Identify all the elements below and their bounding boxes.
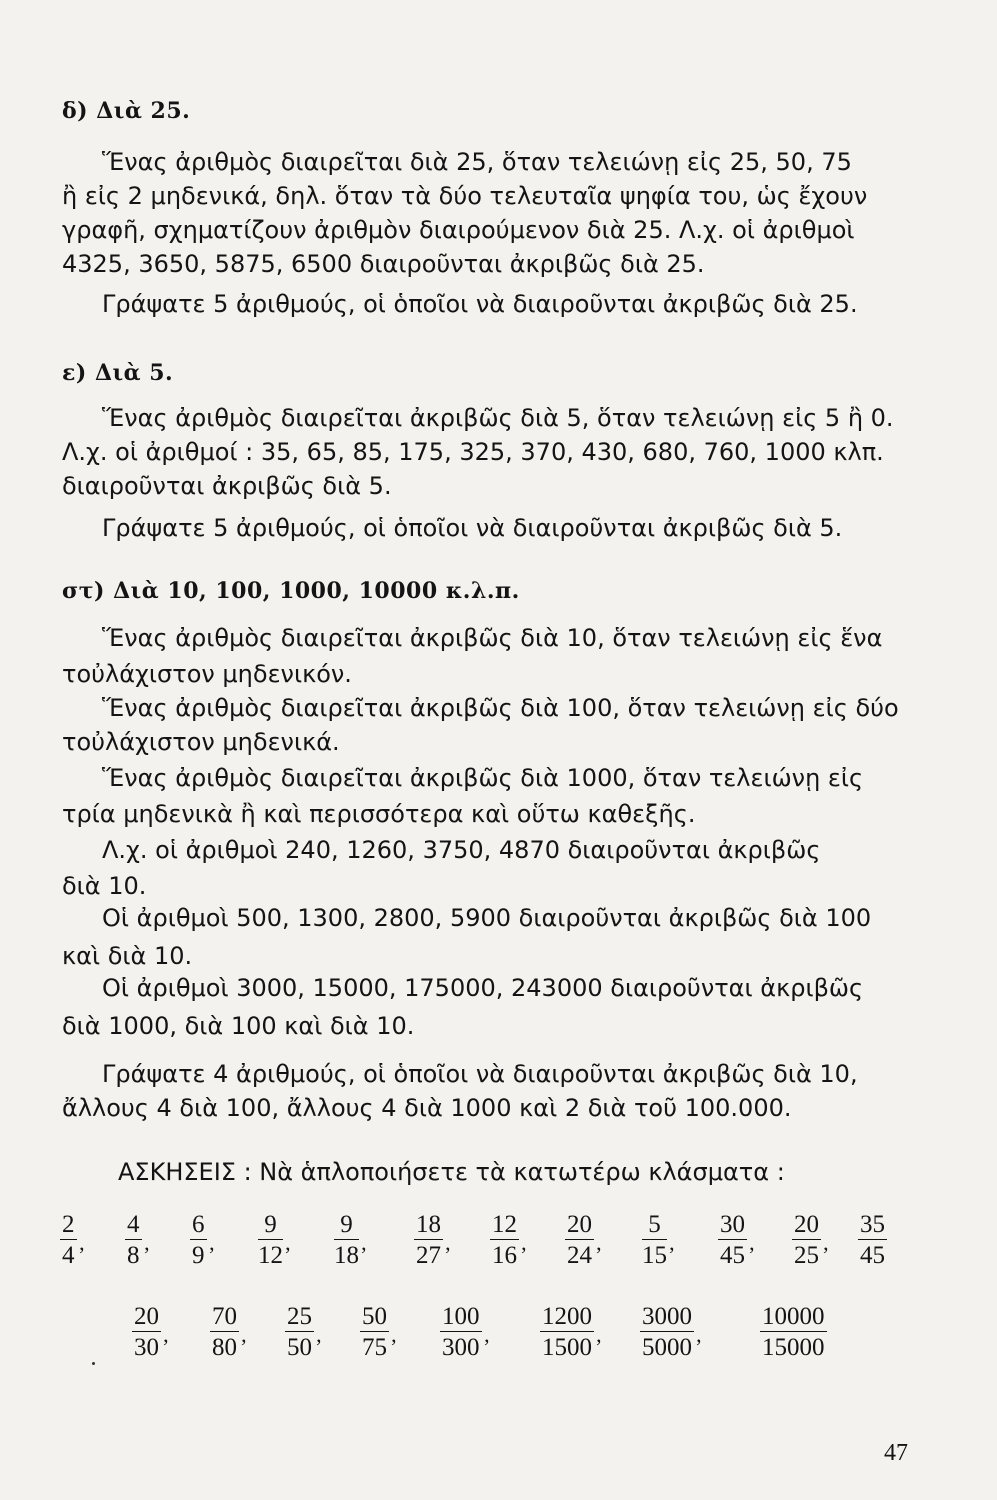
fraction-denominator: 80	[212, 1334, 237, 1361]
fraction-numerator: 4	[127, 1211, 140, 1238]
fraction-separator: ’	[315, 1334, 323, 1359]
fraction	[414, 1212, 443, 1268]
fraction	[490, 1212, 519, 1268]
fractions-row-1	[0, 1212, 997, 1302]
fraction-separator: ’	[748, 1242, 756, 1267]
section-st-line-9: Οἱ ἀριθμοὶ 500, 1300, 2800, 5900 διαιροῦνται ἀκριβῶς διὰ 100	[102, 904, 872, 932]
fraction	[642, 1212, 667, 1268]
fraction-separator: ’	[143, 1242, 151, 1267]
fraction-numerator: 25	[287, 1303, 312, 1330]
section-st-line-12: διὰ 1000, διὰ 100 καὶ διὰ 10.	[62, 1012, 415, 1040]
section-st-line-11: Οἱ ἀριθμοὶ 3000, 15000, 175000, 243000 διαιροῦνται ἀκριβῶς	[102, 974, 864, 1002]
fractions-row-2	[0, 1304, 997, 1394]
fraction-denominator: 50	[287, 1334, 312, 1361]
fraction-separator: ’	[444, 1242, 452, 1267]
fraction-separator: ’	[595, 1334, 603, 1359]
section-st-line-7: Λ.χ. οἱ ἀριθμοὶ 240, 1260, 3750, 4870 διαιροῦνται ἀκριβῶς	[102, 836, 821, 864]
fraction	[718, 1212, 747, 1268]
fraction	[210, 1304, 239, 1360]
section-st-line-10: καὶ διὰ 10.	[62, 942, 193, 970]
fraction	[132, 1304, 161, 1360]
fraction-denominator: 75	[362, 1334, 387, 1361]
section-st-line-5: Ἕνας ἀριθμὸς διαιρεῖται ἀκριβῶς διὰ 1000, ὅταν τελειώνῃ εἰς	[102, 764, 864, 792]
fraction	[440, 1304, 482, 1360]
section-st-line-14: ἄλλους 4 διὰ 100, ἄλλους 4 διὰ 1000 καὶ 2 διὰ τοῦ 100.000.	[62, 1094, 792, 1122]
fraction-separator: ’	[162, 1334, 170, 1359]
section-st-line-4: τοὐλάχιστον μηδενικά.	[62, 728, 340, 756]
section-st-heading: στ) Διὰ 10, 100, 1000, 10000 κ.λ.π.	[62, 578, 520, 604]
fraction-separator: ’	[483, 1334, 491, 1359]
fraction-numerator: 9	[334, 1212, 359, 1240]
section-e-line-2: Λ.χ. οἱ ἀριθμοί : 35, 65, 85, 175, 325, 370, 430, 680, 760, 1000 κλπ.	[62, 438, 884, 466]
fraction-numerator: 30	[720, 1211, 745, 1238]
section-st-line-1: Ἕνας ἀριθμὸς διαιρεῖται ἀκριβῶς διὰ 10, ὅταν τελειώνῃ εἰς ἕνα	[102, 624, 883, 652]
fraction	[190, 1212, 207, 1268]
section-st-line-8: διὰ 10.	[62, 872, 147, 900]
fraction-denominator: 15	[642, 1242, 667, 1269]
fraction-numerator: 3000	[642, 1303, 692, 1330]
fraction-separator: ’	[390, 1334, 398, 1359]
section-d-line-4: 4325, 3650, 5875, 6500 διαιροῦνται ἀκριβῶς διὰ 25.	[62, 250, 705, 278]
fraction-separator: ’	[520, 1242, 528, 1267]
fraction	[60, 1212, 77, 1268]
section-d-line-2: ἢ εἰς 2 μηδενικά, δηλ. ὅταν τὰ δύο τελευταῖα ψηφία του, ὡς ἔχουν	[62, 182, 868, 210]
section-st-line-6: τρία μηδενικὰ ἢ καὶ περισσότερα καὶ οὕτω καθεξῆς.	[62, 800, 696, 828]
fraction-separator: ’	[240, 1334, 248, 1359]
section-e-line-1: Ἕνας ἀριθμὸς διαιρεῖται ἀκριβῶς διὰ 5, ὅταν τελειώνῃ εἰς 5 ἢ 0.	[102, 404, 894, 432]
fraction-separator: ’	[360, 1242, 368, 1267]
fraction	[258, 1212, 283, 1268]
fraction-numerator: 20	[567, 1211, 592, 1238]
stray-dot	[92, 1362, 95, 1365]
section-d-heading: δ) Διὰ 25.	[62, 98, 191, 124]
fraction-numerator: 10000	[762, 1303, 825, 1330]
section-e-line-4: Γράψατε 5 ἀριθμούς, οἱ ὁποῖοι νὰ διαιροῦνται ἀκριβῶς διὰ 5.	[102, 514, 843, 542]
fraction	[792, 1212, 821, 1268]
fraction-separator: ’	[284, 1242, 292, 1267]
fraction-denominator: 1500	[542, 1334, 592, 1361]
fraction-denominator: 15000	[762, 1334, 825, 1361]
fraction	[540, 1304, 594, 1360]
fraction-denominator: 24	[567, 1242, 592, 1269]
fraction-numerator: 12	[492, 1211, 517, 1238]
fraction	[640, 1304, 694, 1360]
exercises-title: ΑΣΚΗΣΕΙΣ : Νὰ ἁπλοποιήσετε τὰ κατωτέρω κλάσματα :	[118, 1158, 785, 1186]
fraction-numerator: 18	[416, 1211, 441, 1238]
fraction-denominator: 4	[62, 1242, 75, 1269]
fraction	[858, 1212, 887, 1268]
section-st-line-2: τοὐλάχιστον μηδενικόν.	[62, 660, 352, 688]
fraction-separator: ’	[595, 1242, 603, 1267]
fraction	[334, 1212, 359, 1268]
fraction-numerator: 9	[258, 1212, 283, 1240]
fraction-numerator: 50	[362, 1303, 387, 1330]
section-e-line-3: διαιροῦνται ἀκριβῶς διὰ 5.	[62, 472, 392, 500]
fraction-denominator: 8	[127, 1242, 140, 1269]
section-e-heading: ε) Διὰ 5.	[62, 360, 174, 386]
fraction-denominator: 9	[192, 1242, 205, 1269]
section-d-line-1: Ἕνας ἀριθμὸς διαιρεῖται διὰ 25, ὅταν τελειώνῃ εἰς 25, 50, 75	[102, 148, 852, 176]
fraction-denominator: 12	[258, 1242, 283, 1269]
fraction	[360, 1304, 389, 1360]
fraction-denominator: 45	[720, 1242, 745, 1269]
fraction-denominator: 16	[492, 1242, 517, 1269]
fraction-numerator: 5	[642, 1212, 667, 1240]
fraction	[760, 1304, 827, 1360]
fraction-numerator: 2	[62, 1211, 75, 1238]
fraction-denominator: 25	[794, 1242, 819, 1269]
fraction-numerator: 6	[192, 1211, 205, 1238]
fraction-separator: ’	[822, 1242, 830, 1267]
fraction-numerator: 70	[212, 1303, 237, 1330]
section-st-line-3: Ἕνας ἀριθμὸς διαιρεῖται ἀκριβῶς διὰ 100, ὅταν τελειώνῃ εἰς δύο	[102, 694, 899, 722]
section-d-line-5: Γράψατε 5 ἀριθμούς, οἱ ὁποῖοι νὰ διαιροῦνται ἀκριβῶς διὰ 25.	[102, 290, 858, 318]
section-d-line-3: γραφῆ, σχηματίζουν ἀριθμὸν διαιρούμενον διὰ 25. Λ.χ. οἱ ἀριθμοὶ	[62, 216, 855, 244]
fraction-denominator: 27	[416, 1242, 441, 1269]
fraction-denominator: 5000	[642, 1334, 692, 1361]
fraction-separator: ’	[668, 1242, 676, 1267]
fraction-numerator: 20	[134, 1303, 159, 1330]
fraction-separator: ’	[695, 1334, 703, 1359]
fraction	[125, 1212, 142, 1268]
fraction-separator: ’	[208, 1242, 216, 1267]
fraction-numerator: 100	[442, 1303, 480, 1330]
fraction	[285, 1304, 314, 1360]
fraction-denominator: 30	[134, 1334, 159, 1361]
section-st-line-13: Γράψατε 4 ἀριθμούς, οἱ ὁποῖοι νὰ διαιροῦνται ἀκριβῶς διὰ 10,	[102, 1060, 858, 1088]
fraction-separator: ’	[78, 1242, 86, 1267]
page-number: 47	[884, 1440, 908, 1466]
fraction-denominator: 45	[860, 1242, 885, 1269]
fraction-numerator: 1200	[542, 1303, 592, 1330]
fraction-numerator: 35	[860, 1211, 885, 1238]
fraction-numerator: 20	[794, 1211, 819, 1238]
fraction	[565, 1212, 594, 1268]
fraction-denominator: 18	[334, 1242, 359, 1269]
fraction-denominator: 300	[442, 1334, 480, 1361]
